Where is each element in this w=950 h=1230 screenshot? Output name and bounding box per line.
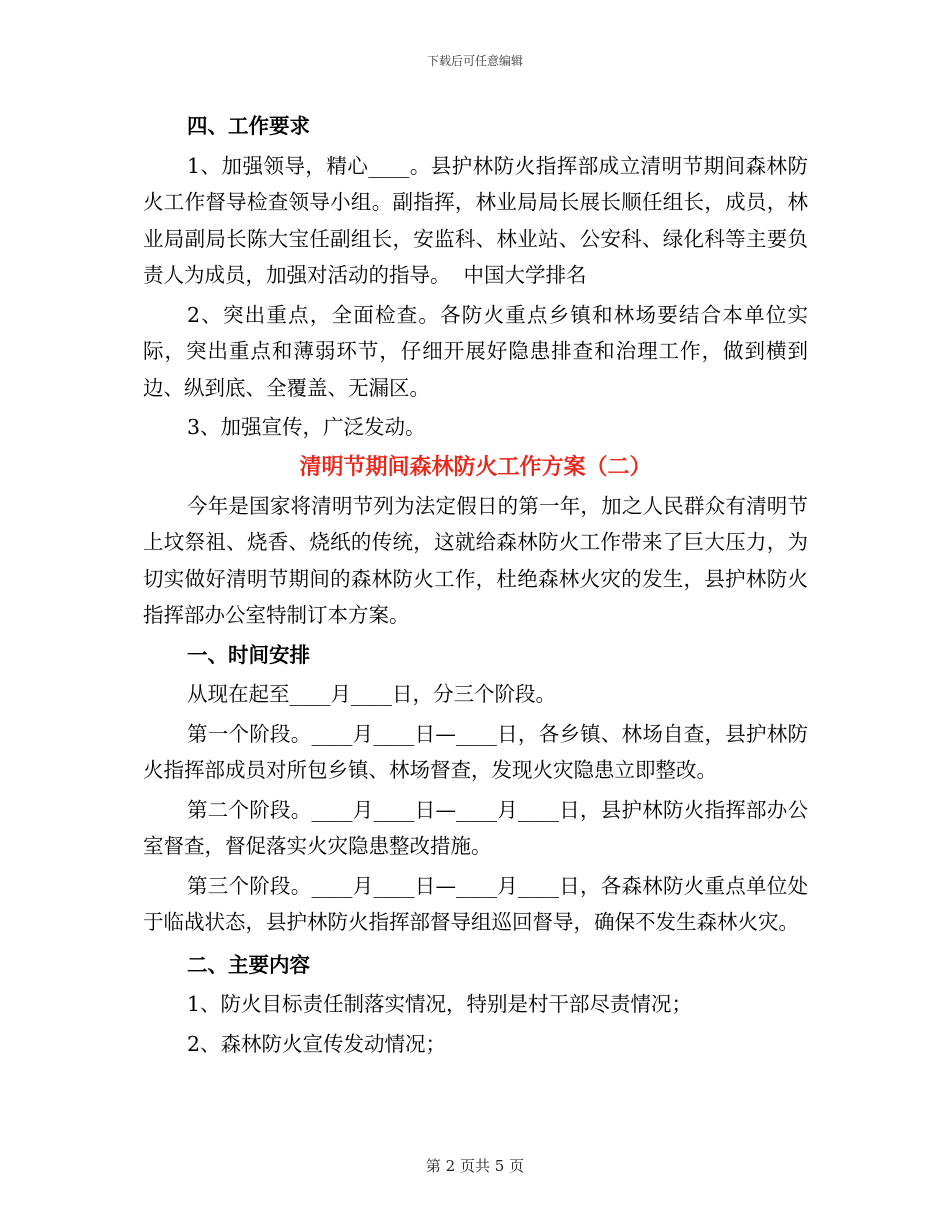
paragraph-text: 1、加强领导，精心____。县护林防火指挥部成立清明节期间森林防火工作督导检查领导小组。副指挥，林业局局长展长顺任组长，成员，林业局副局长陈大宝任副组长，安监科、林业站、公安科、绿化科等主要负责人为成员，加强对活动的指导。 <box>143 153 808 287</box>
inline-note: 中国大学排名 <box>450 263 587 287</box>
paragraph-stage-one: 第一个阶段。____月____日—____日，各乡镇、林场自查，县护林防火指挥部成员对所包乡镇、林场督查，发现火灾隐患立即整改。 <box>143 721 808 782</box>
paragraph-focus-inspection: 2、突出重点，全面检查。各防火重点乡镇和林场要结合本单位实际，突出重点和薄弱环节，仔细开展好隐患排查和治理工作，做到横到边、纵到底、全覆盖、无漏区。 <box>143 302 808 400</box>
section-heading-work-requirements: 四、工作要求 <box>187 114 310 138</box>
document-body <box>143 108 808 1062</box>
paragraph-strengthen-leadership <box>143 148 808 294</box>
page-header-note: 下载后可任意编辑 <box>426 54 523 68</box>
paragraph-stage-three: 第三个阶段。____月____日—____月____日，各森林防火重点单位处于临战状态，县护林防火指挥部督导组巡回督导，确保不发生森林火灾。 <box>143 873 808 934</box>
section-heading-schedule: 一、时间安排 <box>187 642 310 667</box>
paragraph-stage-two: 第二个阶段。____月____日—____月____日，县护林防火指挥部办公室督查，督促落实火灾隐患整改措施。 <box>143 797 808 858</box>
list-item-responsibility: 1、防火目标责任制落实情况，特别是村干部尽责情况； <box>187 992 693 1016</box>
list-item-publicity: 2、森林防火宣传发动情况； <box>187 1031 447 1056</box>
paragraph-intro: 今年是国家将清明节列为法定假日的第一年，加之人民群众有清明节上坟祭祖、烧香、烧纸的传统，这就给森林防火工作带来了巨大压力，为切实做好清明节期间的森林防火工作，杜绝森林火灾的发生，县护林防火指挥部办公室特制订本方案。 <box>143 493 808 627</box>
paragraph-schedule-overview: 从现在起至____月____日，分三个阶段。 <box>187 682 556 706</box>
document-title: 清明节期间森林防火工作方案（二） <box>299 453 652 480</box>
paragraph-publicity: 3、加强宣传，广泛发动。 <box>187 415 426 439</box>
section-heading-main-content: 二、主要内容 <box>187 952 310 977</box>
page-footer-pagination: 第 2 页共 5 页 <box>425 1157 525 1175</box>
